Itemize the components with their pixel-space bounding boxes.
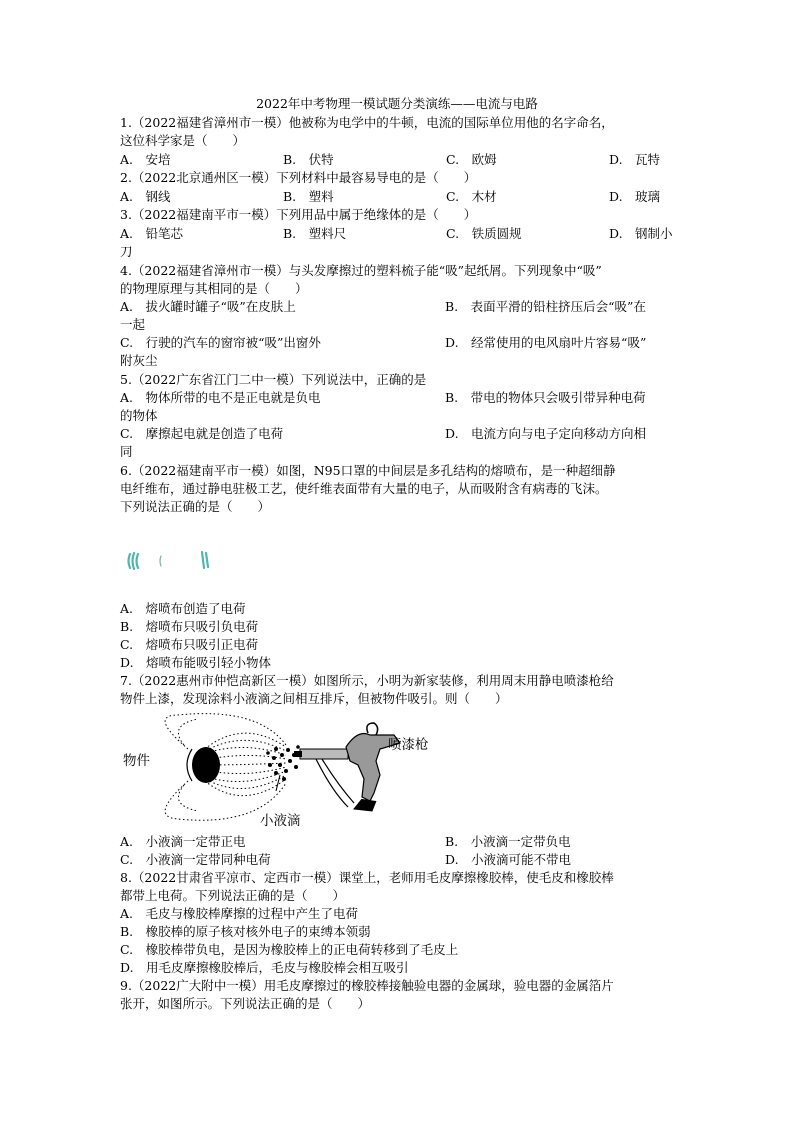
- figure-label-droplets: 小液滴: [260, 813, 301, 829]
- q1-option-a: A. 安培: [120, 152, 171, 167]
- q5-stem: 5.（2022广东省江门二中一模）下列说法中，正确的是: [120, 372, 427, 387]
- q7-option-d: D. 小液滴可能不带电: [445, 852, 572, 867]
- q6-option-a: A. 熔喷布创造了电荷: [120, 601, 246, 616]
- q8-option-a: A. 毛皮与橡胶棒摩擦的过程中产生了电荷: [120, 906, 359, 921]
- q8-stem-line1: 8.（2022甘肃省平凉市、定西市一模）课堂上，老师用毛皮摩擦橡胶棒，使毛皮和橡胶棒: [120, 870, 614, 885]
- q6-stem-line1: 6.（2022福建南平市一模）如图，N95口罩的中间层是多孔结构的熔喷布，是一种超细静: [120, 463, 616, 478]
- q4-stem-line1: 4.（2022福建省漳州市一模）与头发摩擦过的塑料梳子能“吸”起纸屑。下列现象中“吸”: [120, 263, 602, 278]
- q3-stem: 3.（2022福建南平市一模）下列用品中属于绝缘体的是（ ）: [120, 207, 477, 222]
- q2-option-d: D. 玻璃: [609, 189, 661, 204]
- figure-label-gun: 喷漆枪: [388, 737, 429, 753]
- q6-stem-line2: 电纤维布，通过静电驻极工艺，使纤维表面带有大量的电子，从而吸附含有病毒的飞沫。: [120, 481, 608, 496]
- q5-option-b: B. 带电的物体只会吸引带异种电荷: [445, 390, 646, 405]
- q8-option-b: B. 橡胶棒的原子核对核外电子的束缚本领弱: [120, 924, 371, 939]
- q4-option-a: A. 拔火罐时罐子“吸”在皮肤上: [120, 299, 296, 314]
- mask-figure-strokes: [129, 552, 209, 569]
- q4-option-b-cont: 一起: [120, 317, 146, 332]
- q7-option-a: A. 小液滴一定带正电: [120, 834, 246, 849]
- q6-option-b: B. 熔喷布只吸引负电荷: [120, 619, 259, 634]
- q5-option-b-cont: 的物体: [120, 408, 158, 423]
- q7-stem-line1: 7.（2022惠州市仲恺高新区一模）如图所示，小明为新家装修，利用周末用静电喷漆枪给: [120, 673, 614, 688]
- q1-stem-line1: 1.（2022福建省漳州市一模）他被称为电学中的牛顿，电流的国际单位用他的名字命名，: [120, 115, 614, 130]
- q3-option-b: B. 塑料尺: [283, 226, 347, 241]
- gun-tip: [294, 751, 302, 757]
- q8-option-c: C. 橡胶棒带负电，是因为橡胶棒上的正电荷转移到了毛皮上: [120, 942, 459, 957]
- q4-option-d: D. 经常使用的电风扇叶片容易“吸”: [445, 335, 647, 350]
- q1-option-d: D. 瓦特: [609, 152, 661, 167]
- gun-hose-2: [316, 759, 348, 807]
- droplet-leader: [276, 775, 280, 791]
- q4-stem-line2: 的物理原理与其相同的是（ ）: [120, 281, 308, 296]
- q2-stem: 2.（2022北京通州区一模）下列材料中最容易导电的是（ ）: [120, 170, 477, 185]
- document-title: 2022年中考物理一模试题分类演练——电流与电路: [256, 96, 538, 111]
- q8-stem-line2: 都带上电荷。下列说法正确的是（ ）: [120, 888, 346, 903]
- q6-option-d: D. 熔喷布能吸引轻小物体: [120, 655, 272, 670]
- q8-option-d: D. 用毛皮摩擦橡胶棒后，毛皮与橡胶棒会相互吸引: [120, 960, 409, 975]
- object-ball: [192, 747, 220, 783]
- q7-option-b: B. 小液滴一定带负电: [445, 834, 571, 849]
- gun-nozzle: [300, 749, 348, 759]
- q2-option-a: A. 钢线: [120, 189, 171, 204]
- figure-label-object: 物件: [123, 753, 150, 769]
- gun-hook: [367, 723, 378, 735]
- q4-option-d-cont: 附灰尘: [120, 353, 158, 368]
- object-back: [187, 749, 192, 781]
- spray-gun-figure: [118, 705, 448, 830]
- q6-stem-line3: 下列说法正确的是（ ）: [120, 499, 271, 514]
- q6-option-c: C. 熔喷布只吸引正电荷: [120, 637, 259, 652]
- q3-option-d-cont: 刀: [120, 244, 133, 259]
- q3-option-d: D. 钢制小: [609, 226, 673, 241]
- q4-option-b: B. 表面平滑的铅柱挤压后会“吸”在: [445, 299, 646, 314]
- mask-figure: [124, 548, 214, 574]
- q3-option-a: A. 铅笔芯: [120, 226, 184, 241]
- q1-option-b: B. 伏特: [283, 152, 334, 167]
- q5-option-d: D. 电流方向与电子定向移动方向相: [445, 426, 647, 441]
- q2-option-b: B. 塑料: [283, 189, 334, 204]
- q1-stem-line2: 这位科学家是（ ）: [120, 133, 246, 148]
- q5-option-d-cont: 同: [120, 444, 133, 459]
- q9-stem-line2: 张开，如图所示。下列说法正确的是（ ）: [120, 996, 371, 1011]
- q1-option-c: C. 欧姆: [446, 152, 497, 167]
- q7-option-c: C. 小液滴一定带同种电荷: [120, 852, 271, 867]
- q9-stem-line1: 9.（2022广大附中一模）用毛皮摩擦过的橡胶棒接触验电器的金属球，验电器的金属箔片: [120, 978, 614, 993]
- q7-stem-line2: 物件上漆，发现涂料小液滴之间相互排斥，但被物件吸引。则（ ）: [120, 691, 508, 706]
- field-lines: [165, 714, 286, 821]
- q3-option-c: C. 铁质圆规: [446, 226, 522, 241]
- q4-option-c: C. 行驶的汽车的窗帘被“吸”出窗外: [120, 335, 321, 350]
- q2-option-c: C. 木材: [446, 189, 497, 204]
- q5-option-a: A. 物体所带的电不是正电就是负电: [120, 390, 321, 405]
- q5-option-c: C. 摩擦起电就是创造了电荷: [120, 426, 284, 441]
- gun-handle: [354, 799, 376, 811]
